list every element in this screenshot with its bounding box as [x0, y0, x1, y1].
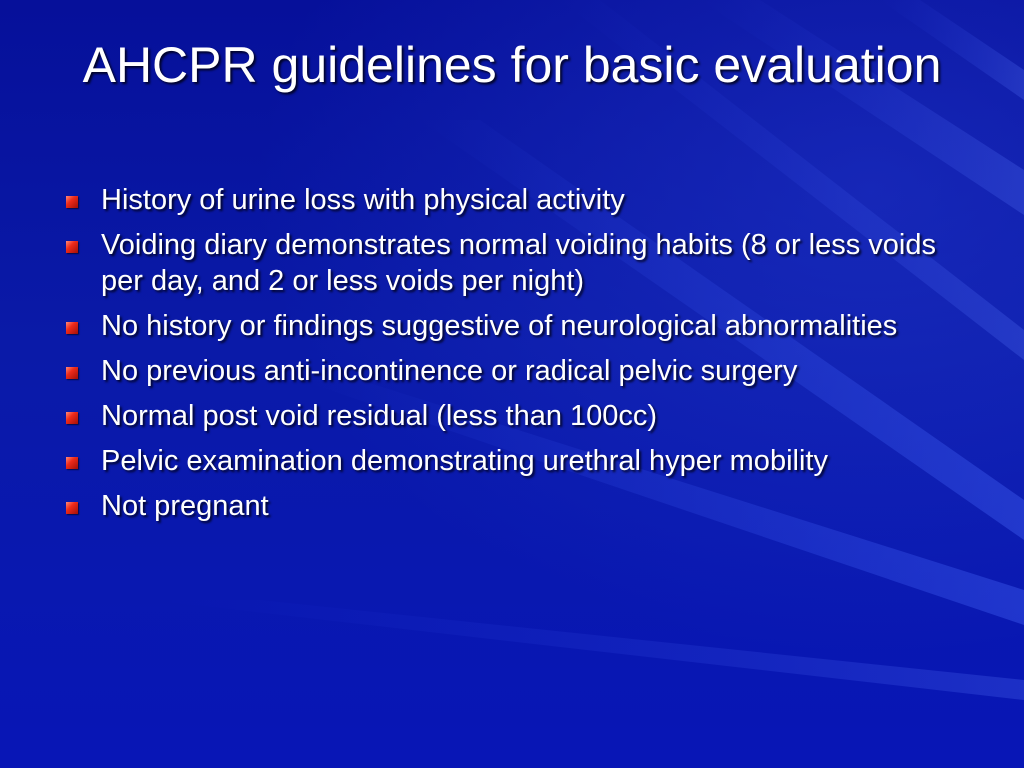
bullet-item [66, 353, 966, 389]
bullet-item [66, 308, 966, 344]
red-square-bullet-icon [66, 367, 78, 379]
bullet-text: Not pregnant [101, 490, 269, 522]
red-square-bullet-icon [66, 412, 78, 424]
bullet-item [66, 182, 966, 218]
bullet-text: Pelvic examination demonstrating urethral hyper mobility [101, 445, 828, 477]
bullet-item [66, 398, 966, 434]
bullet-text: History of urine loss with physical activity [101, 184, 625, 216]
bullet-item [66, 488, 966, 524]
red-square-bullet-icon [66, 322, 78, 334]
bullet-text: No previous anti-incontinence or radical pelvic surgery [101, 355, 798, 387]
red-square-bullet-icon [66, 196, 78, 208]
red-square-bullet-icon [66, 241, 78, 253]
bullet-item [66, 443, 966, 479]
red-square-bullet-icon [66, 502, 78, 514]
bullet-text: Voiding diary demonstrates normal voiding habits (8 or less voids per day, and 2 or less voids per night) [101, 229, 936, 297]
slide-title: AHCPR guidelines for basic evaluation [82, 37, 942, 93]
bullet-list [66, 182, 966, 533]
bullet-item [66, 227, 966, 299]
bullet-text: No history or findings suggestive of neurological abnormalities [101, 310, 898, 342]
red-square-bullet-icon [66, 457, 78, 469]
bullet-text: Normal post void residual (less than 100cc) [101, 400, 658, 432]
